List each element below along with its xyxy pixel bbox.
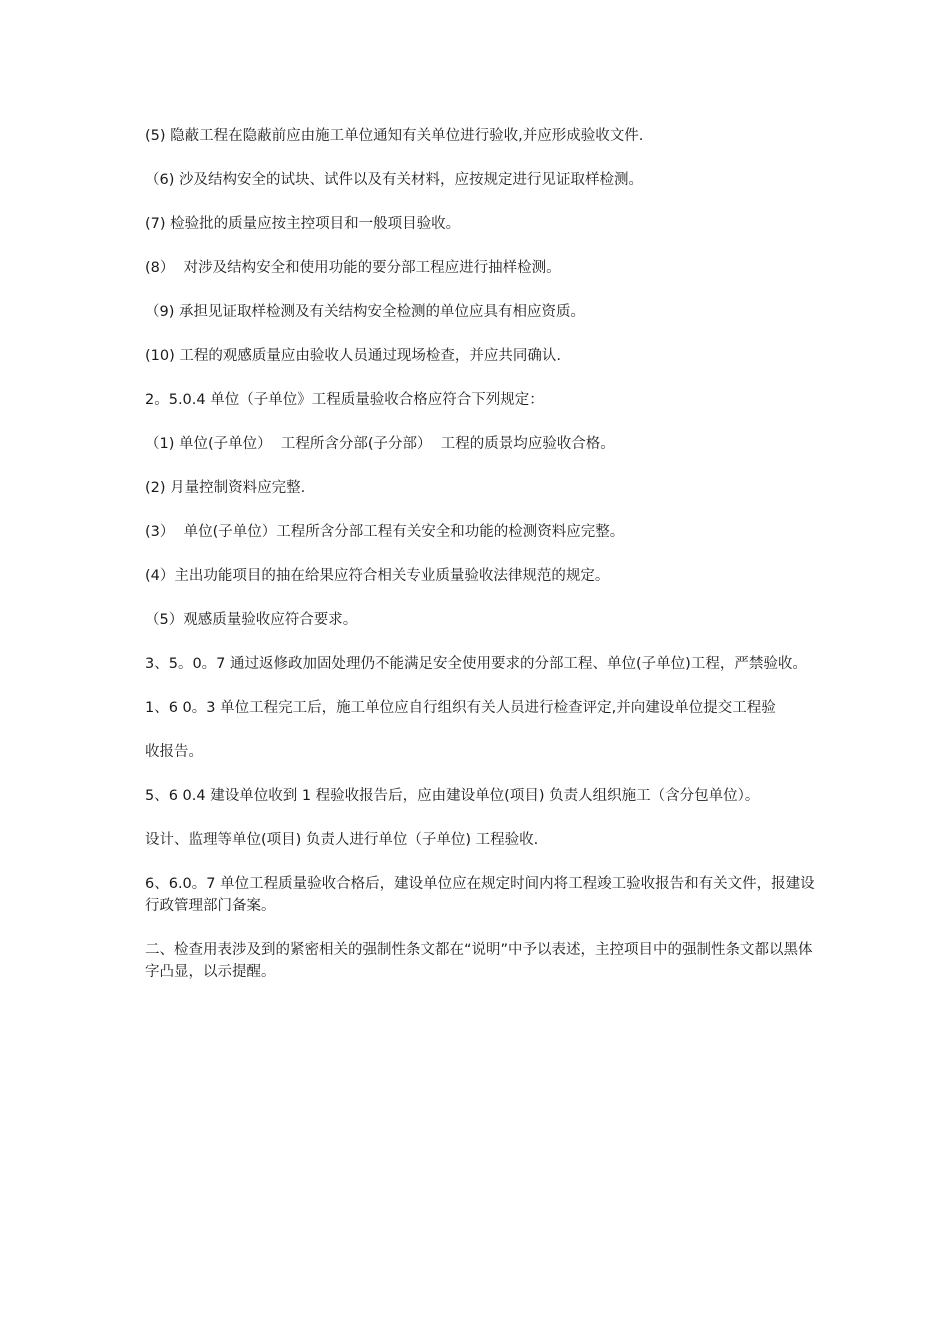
paragraph-4: (8） 对涉及结构安全和使用功能的要分部工程应进行抽样检测。 xyxy=(145,260,561,276)
paragraph-6: (10) 工程的观感质量应由验收人员通过现场检查，并应共同确认. xyxy=(145,348,561,364)
paragraph-3: (7) 检验批的质量应按主控项目和一般项目验收。 xyxy=(145,216,461,232)
paragraph-2: （6) 沙及结构安全的试块、试件以及有关材料，应按规定进行见证取样检测。 xyxy=(145,172,643,188)
document-body xyxy=(145,125,815,1005)
paragraph-8: （1) 单位(子单位） 工程所含分部(子分部） 工程的质景均应验收合格。 xyxy=(145,436,615,452)
paragraph-16: 5、6 0.4 建设单位收到 1 程验收报告后，应由建设单位(项目) 负责人组织施工（含分包单位）。 xyxy=(145,788,760,804)
paragraph-1: (5) 隐蔽工程在隐蔽前应由施工单位通知有关单位进行验收,并应形成验收文件. xyxy=(145,128,644,144)
paragraph-5: （9) 承担见证取样检测及有关结构安全检测的单位应具有相应资质。 xyxy=(145,304,585,320)
paragraph-7: 2。5.0.4 单位（子单位》工程质量验收合格应符合下列规定： xyxy=(145,392,544,408)
paragraph-11: (4）主出功能项目的抽在给果应符合相关专业质量验收法律规范的规定。 xyxy=(145,568,610,584)
paragraph-9: (2) 月量控制资料应完整. xyxy=(145,480,306,496)
paragraph-12: （5）观感质量验收应符合要求。 xyxy=(145,612,358,628)
paragraph-17: 设计、监理等单位(项目) 负责人进行单位（子单位) 工程验收. xyxy=(145,832,539,848)
paragraph-19: 二、检查用表涉及到的紧密相关的强制性条文都在“说明”中予以表述，主控项目中的强制性条文都以黑体字凸显，以示提醒。 xyxy=(145,942,813,980)
paragraph-14: 1、6 0。3 单位工程完工后，施工单位应自行组织有关人员进行检查评定,并向建设单位提交工程验 xyxy=(145,700,776,716)
paragraph-10: (3） 单位(子单位）工程所含分部工程有关安全和功能的检测资料应完整。 xyxy=(145,524,625,540)
paragraph-15: 收报告。 xyxy=(145,744,203,760)
paragraph-13: 3、5。0。7 通过返修政加固处理仍不能满足安全使用要求的分部工程、单位(子单位)工程，严禁验收。 xyxy=(145,656,807,672)
paragraph-18: 6、6.0。7 单位工程质量验收合格后，建设单位应在规定时间内将工程竣工验收报告和有关文件，报建设行政管理部门备案。 xyxy=(145,876,815,914)
